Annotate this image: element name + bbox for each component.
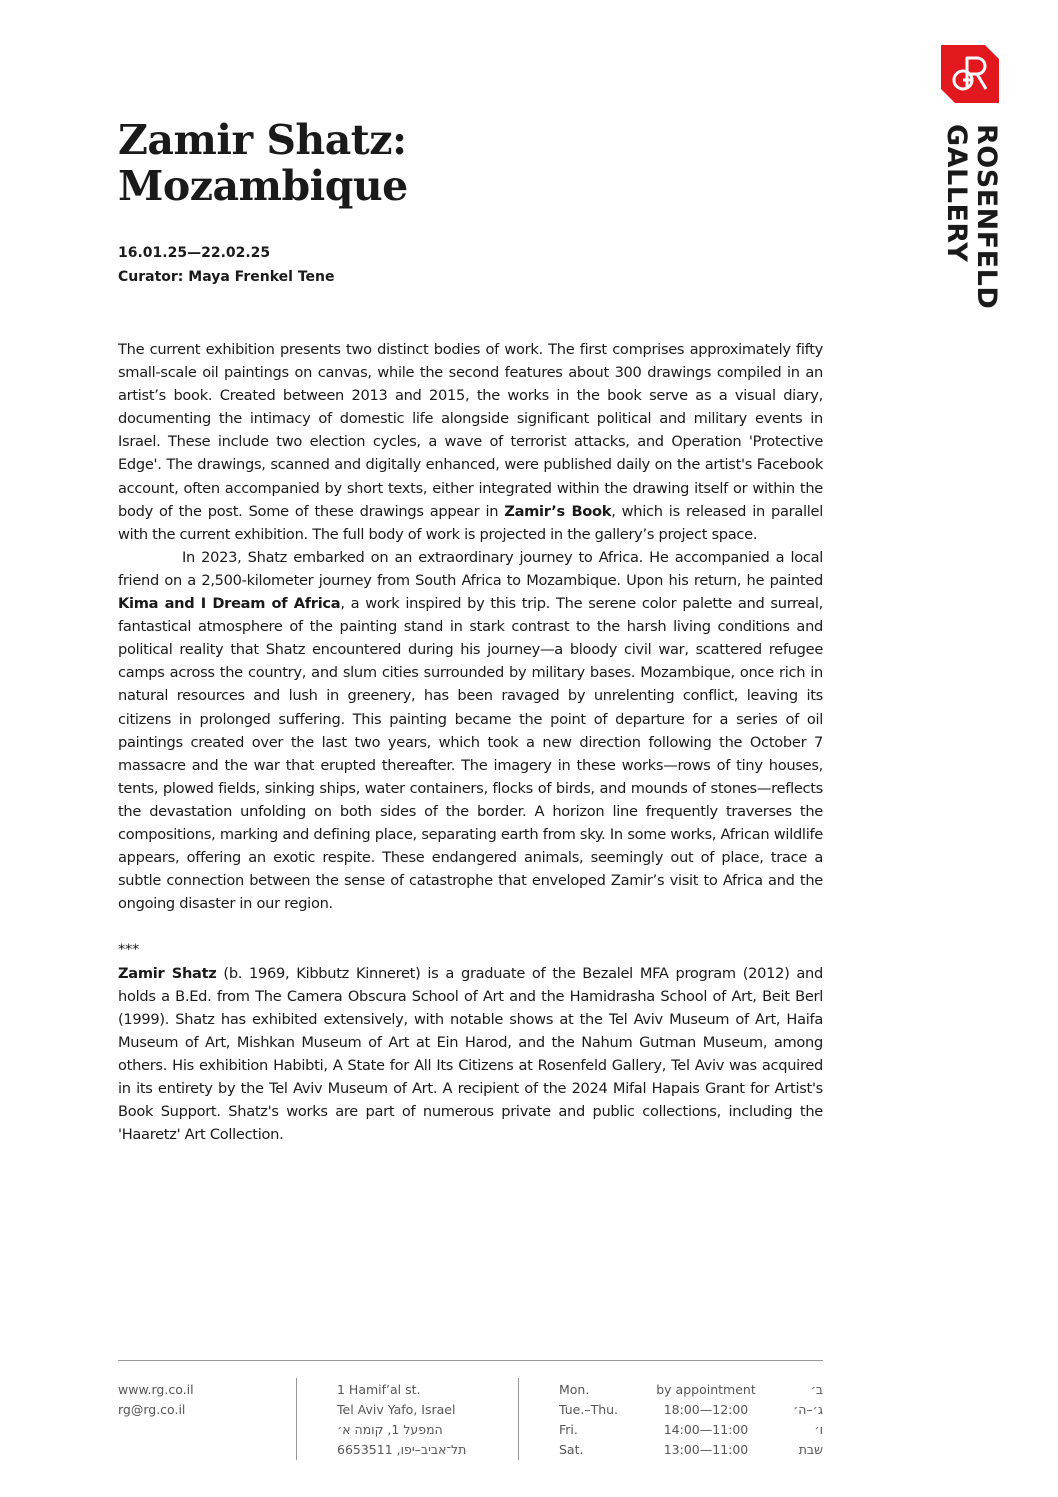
footer-column-divider (296, 1378, 297, 1460)
p2-bold: Kima and I Dream of Africa (118, 595, 341, 613)
hours-day-hebrew: ו׳ (814, 1422, 823, 1437)
spacer (118, 915, 823, 938)
title-line-1: Zamir Shatz: (118, 116, 407, 164)
bio-text: (b. 1969, Kibbutz Kinneret) is a graduate of the Bezalel MFA program (2012) and holds a B.Ed. from The Camera Obscura School of Art and the Hamidrasha School of Art, Beit Berl (1999). Shatz has exhibited extensively, with notable shows at the Tel Aviv Museum of Art, Haifa Museum of Art, Mishkan Museum of Art at Ein Harod, and the Nahum Gutman Museum, among others. His exhibition Habibti, A State for All Its Citizens at Rosenfeld Gallery, Tel Aviv was acquired in its entirety by the Tel Aviv Museum of Art. A recipient of the 2024 Mifal Hapais Grant for Artist's Book Support. Shatz's works are part of numerous private and public collections, including the 'Haaretz' Art Collection. (118, 964, 823, 1144)
p2-text-b: , a work inspired by this trip. The serene color palette and surreal, fantastical atmosphere of the painting stand in stark contrast to the harsh living conditions and political reality that Shatz encountered during his journey—a bloody civil war, scattered refugee camps across the country, and slum cities surrounded by military bases. Mozambique, once rich in natural resources and lush in greenery, has been ravaged by unrelenting conflict, leaving its citizens in prolonged suffering. This painting became the point of departure for a series of oil paintings created over the last two years, which took a new direction following the October 7 massacre and the war that erupted thereafter. The imagery in these works—rows of tiny houses, tents, plowed fields, sinking ships, water containers, flocks of birds, and mounds of stones—reflects the devastation unfolding on both sides of the border. A horizon line frequently traverses the compositions, marking and defining place, separating earth from sky. In some works, African wildlife appears, offering an exotic respite. These endangered animals, seemingly out of place, trace a subtle connection between the sense of catastrophe that enveloped Zamir’s visit to Africa and the ongoing disaster in our region. (118, 595, 823, 913)
hours-day: Mon. (559, 1382, 590, 1397)
footer-column-divider (518, 1378, 519, 1460)
p1-text-b: , which is released in parallel with the current exhibition. The full body of work is projected in the gallery’s project space. (118, 502, 824, 543)
address-line: Tel Aviv Yafo, Israel (337, 1402, 456, 1417)
hours-row (559, 1440, 823, 1460)
opening-hours (559, 1380, 823, 1460)
rg-logo-icon (941, 45, 999, 103)
curator-credit: Curator: Maya Frenkel Tene (118, 269, 335, 285)
hours-day: Tue.–Thu. (559, 1402, 619, 1417)
hours-row (559, 1400, 823, 1420)
exhibition-dates: 16.01.25—22.02.25 (118, 245, 271, 261)
hours-day-hebrew: שבת (798, 1442, 823, 1457)
bio-name: Zamir Shatz (118, 964, 217, 982)
hours-row (559, 1420, 823, 1440)
paragraph-1 (118, 338, 823, 546)
hours-row (559, 1380, 823, 1400)
address-line-hebrew: תל־אביב–יפו, 6653511 (337, 1442, 467, 1457)
email-link[interactable]: rg@rg.co.il (118, 1402, 186, 1417)
footer-divider (118, 1360, 823, 1361)
page-title (118, 117, 818, 209)
hours-time: 14:00—11:00 (663, 1422, 749, 1437)
footer-contact (118, 1380, 194, 1420)
hours-time: 18:00—12:00 (663, 1402, 749, 1417)
hours-day: Fri. (559, 1422, 578, 1437)
wordmark-rosenfeld: ROSENFELD (971, 124, 1002, 310)
p1-text-a: The current exhibition presents two distinct bodies of work. The first comprises approximately fifty small-scale oil paintings on canvas, while the second features about 300 drawings compiled in an artist’s book. Created between 2013 and 2015, the works in the book serve as a visual diary, documenting the intimacy of domestic life alongside significant political and military events in Israel. These include two election cycles, a wave of terrorist attacks, and Operation 'Protective Edge'. The drawings, scanned and digitally enhanced, were published daily on the artist's Facebook account, often accompanied by short texts, either integrated within the drawing itself or within the body of the post. Some of these drawings appear in (118, 341, 823, 520)
wordmark-gallery: GALLERY (941, 124, 972, 263)
bio-paragraph (118, 962, 823, 1147)
p1-bold: Zamir’s Book (504, 502, 612, 520)
p2-text-a: In 2023, Shatz embarked on an extraordinary journey to Africa. He accompanied a local friend on a 2,500-kilometer journey from South Africa to Mozambique. Upon his return, he painted (118, 548, 823, 589)
paragraph-2 (118, 546, 823, 916)
hours-time: 13:00—11:00 (663, 1442, 749, 1457)
hours-day: Sat. (559, 1442, 584, 1457)
website-link[interactable]: www.rg.co.il (118, 1382, 194, 1397)
address-line-hebrew: המפעל 1, קומה א׳ (337, 1422, 443, 1437)
body-text (118, 338, 823, 1146)
hours-day-hebrew: ג׳–ה׳ (793, 1402, 823, 1417)
address-line: 1 Hamif’al st. (337, 1382, 421, 1397)
separator: *** (118, 941, 140, 959)
footer-address (337, 1380, 466, 1460)
hours-time: by appointment (656, 1382, 756, 1397)
gallery-wordmark (941, 124, 1001, 334)
title-line-2: Mozambique (118, 162, 408, 210)
hours-day-hebrew: ב׳ (810, 1382, 823, 1397)
